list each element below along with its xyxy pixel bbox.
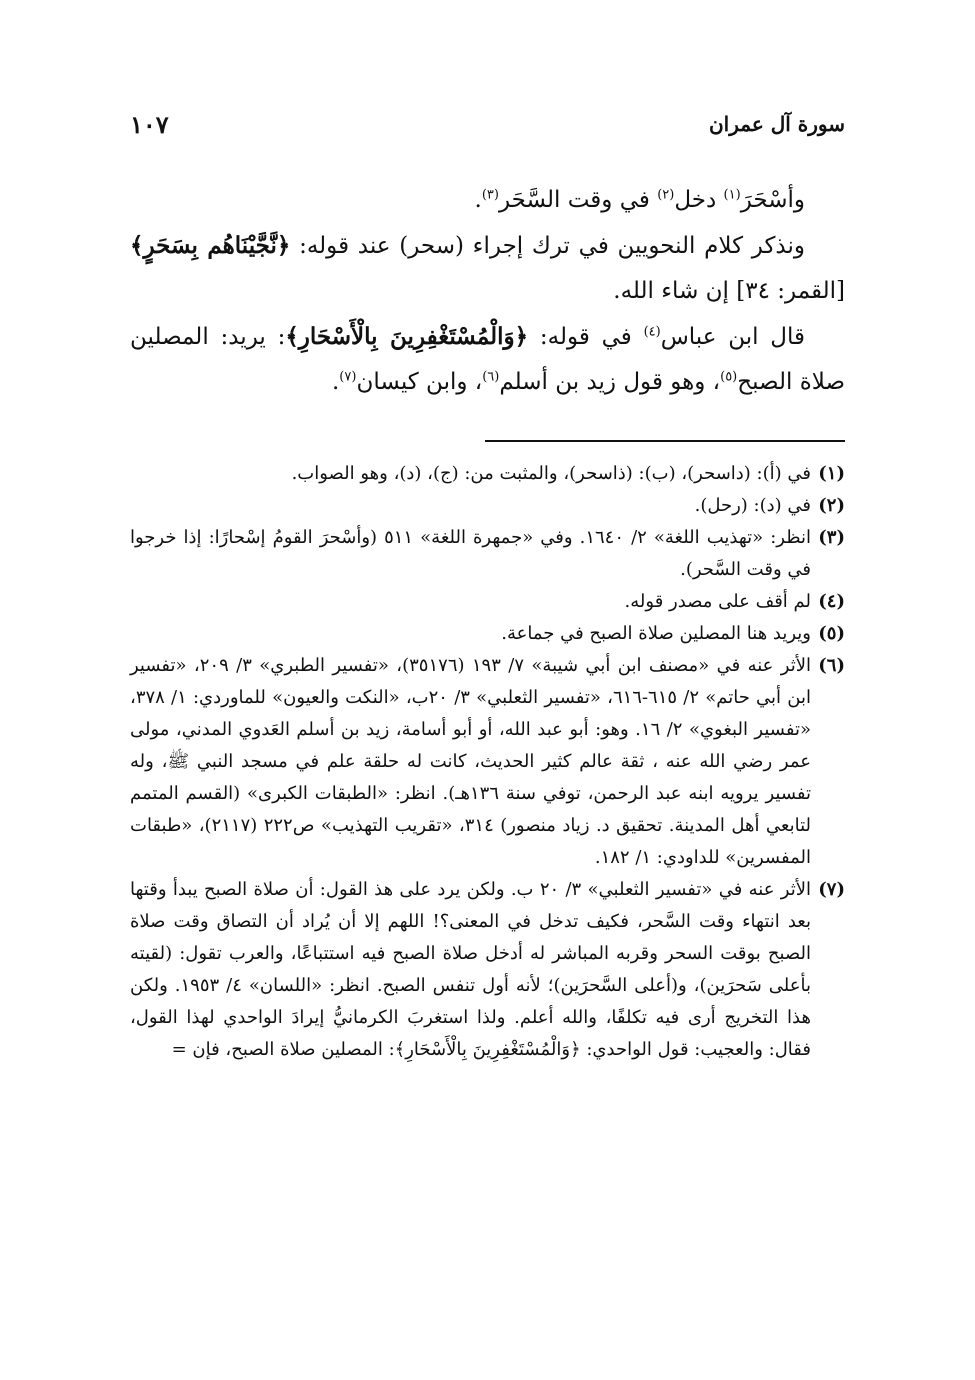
footnote <box>130 618 845 650</box>
quran-quote: ﴿نَّجَّيْنَاهُم بِسَحَرٍ﴾ <box>130 232 291 259</box>
footnote-marker: (٥) <box>720 369 738 385</box>
footnote-text: الأثر عنه في «مصنف ابن أبي شيبة» ٧/ ١٩٣ (٣٥١٧٦)، «تفسير الطبري» ٣/ ٢٠٩، «تفسير ابن أبي حاتم» ٢/ ٦١٥-٦١٦، «تفسير الثعلبي» ٣/ ٢٠ب، «النكت والعيون» للماوردي: ١/ ٣٧٨، «تفسير البغوي» ٢/ ١٦. وهو: أبو عبد الله، أو أبو أسامة، زيد بن أسلم العَدوي المدني، مولى عمر رضي الله عنه ، ثقة عالم كثير الحديث، كانت له حلقة علم في مسجد النبي ﷺ، وله تفسير يرويه ابنه عبد الرحمن، توفي سنة ١٣٦هـ). انظر: «الطبقات الكبرى» (القسم المتمم لتابعي أهل المدينة. تحقيق د. زياد منصور) ٣١٤، «تقريب التهذيب» ص٢٢٢ (٢١١٧)، «طبقات المفسرين» للداودي: ١/ ١٨٢. <box>130 655 812 868</box>
footnote-number: (٣) <box>818 527 845 548</box>
footnote-text: في (د): (رحل). <box>694 495 811 516</box>
text-segment: دخل <box>674 187 724 213</box>
text-segment: . <box>331 369 340 395</box>
footnote-marker: (٢) <box>657 187 675 203</box>
footnotes <box>130 458 845 1066</box>
text-segment: وأسْحَرَ <box>740 187 805 213</box>
footnote-divider <box>485 440 845 442</box>
footnote-number: (٤) <box>818 591 845 612</box>
footnote-number: (٢) <box>818 495 845 516</box>
footnote <box>130 586 845 618</box>
paragraph-2 <box>130 223 845 314</box>
page-header <box>130 112 845 146</box>
footnote-marker: (٧) <box>339 369 357 385</box>
text-segment: ونذكر كلام النحويين في ترك إجراء (سحر) عند قوله: <box>290 233 805 259</box>
text-segment: [القمر: ٣٤] إن شاء الله. <box>613 278 845 304</box>
footnote-number: (٥) <box>818 623 845 644</box>
footnote-number: (٦) <box>818 655 845 676</box>
text-segment: قال ابن عباس <box>660 324 806 350</box>
quran-quote: ﴿وَالْمُسْتَغْفِرِينَ بِالْأَسْحَارِ﴾ <box>285 323 529 350</box>
footnote-number: (٧) <box>818 879 845 900</box>
footnote-text: الأثر عنه في «تفسير الثعلبي» ٣/ ٢٠ ب. ولكن يرد على هذ القول: أن صلاة الصبح يبدأ وقتها بعد انتهاء وقت السَّحر، فكيف تدخل في المعنى؟! اللهم إلا أن يُراد أن التصاق وقت صلاة الصبح بوقت السحر وقربه المباشر له أدخل صلاة الصبح فيه استتباعًا، والعرب تقول: (لقيته بأعلى سَحرَين)، و(أعلى السَّحرَين)؛ لأنه أول تنفس الصبح. انظر: «اللسان» ٤/ ١٩٥٣. ولكن هذا التخريج أرى فيه تكلفًا، والله أعلم. ولذا استغربَ الكرمانيُّ إيرادَ الواحدي لهذا القول، فقال: والعجيب: قول الواحدي: ﴿وَالْمُسْتَغْفِرِينَ بِالْأَسْحَارِ﴾: المصلين صلاة الصبح، فإن = <box>130 879 812 1060</box>
footnote <box>130 522 845 586</box>
text-segment: ، وهو قول زيد بن أسلم <box>499 369 721 395</box>
footnote-number: (١) <box>818 463 845 484</box>
footnote-text: انظر: «تهذيب اللغة» ٢/ ١٦٤٠. وفي «جمهرة اللغة» ٥١١ (وأسْحرَ القومُ إسْحارًا: إذا خرجوا في وقت السَّحر). <box>130 527 811 580</box>
surah-title: سورة آل عمران <box>708 112 845 136</box>
footnote-marker: (٤) <box>643 324 661 340</box>
main-text <box>130 178 845 405</box>
paragraph-3 <box>130 314 845 405</box>
footnote <box>130 650 845 874</box>
footnote-marker: (٦) <box>482 369 500 385</box>
footnote-text: ويريد هنا المصلين صلاة الصبح في جماعة. <box>501 623 811 644</box>
text-segment: : يريد: المصلين صلاة الصبح <box>130 324 845 395</box>
footnote-marker: (١) <box>723 187 741 203</box>
footnote <box>130 490 845 522</box>
text-segment: ، وابن كيسان <box>356 369 483 395</box>
text-segment: . <box>474 187 482 213</box>
page-number: ١٠٧ <box>130 110 169 139</box>
footnote-text: في (أ): (داسحر)، (ب): (ذاسحر)، والمثبت من: (ج)، (د)، وهو الصواب. <box>291 463 811 484</box>
footnote-text: لم أقف على مصدر قوله. <box>624 591 811 612</box>
text-segment: في قوله: <box>528 324 644 350</box>
footnote-marker: (٣) <box>481 187 499 203</box>
footnote <box>130 874 845 1066</box>
paragraph-1 <box>130 178 845 223</box>
footnote <box>130 458 845 490</box>
text-segment: في وقت السَّحَر <box>498 187 658 213</box>
